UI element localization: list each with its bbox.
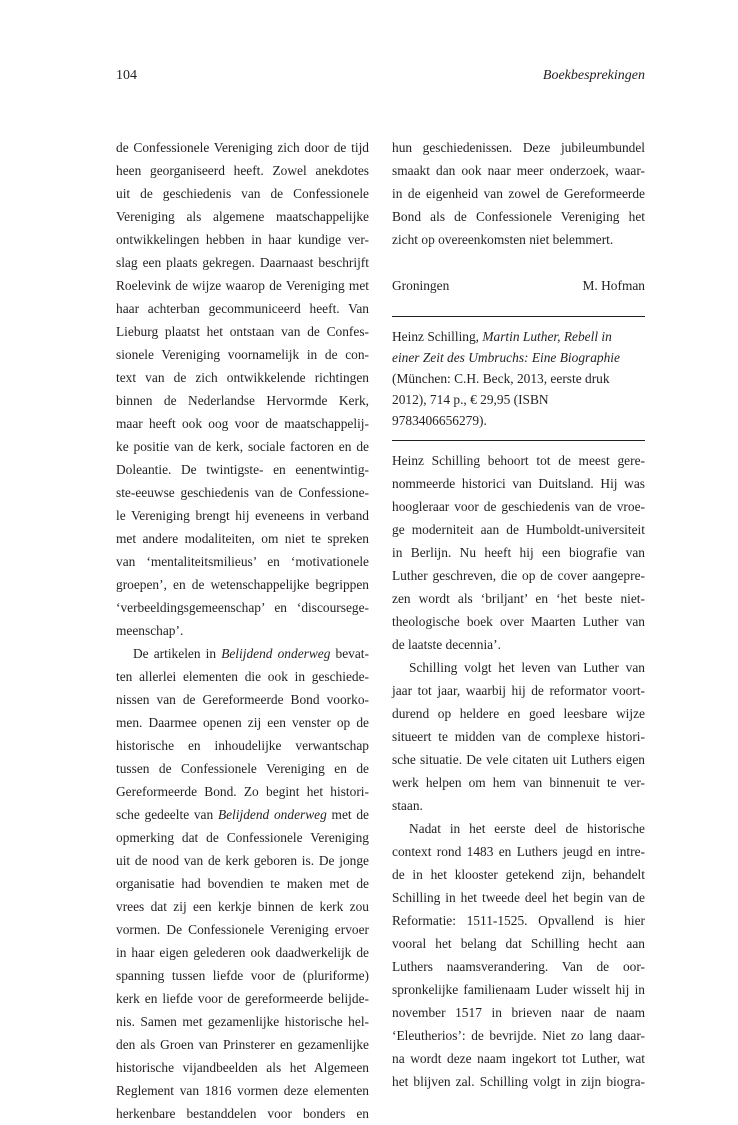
text-line: nis. Samen met gezamenlijke historische hel- [116, 1014, 369, 1029]
text-line: ste-eeuwse geschiedenis van de Confessione- [116, 485, 369, 500]
text-line: durend op heldere en goed leesbare wijze [392, 706, 645, 721]
signature-place: Groningen [392, 278, 450, 293]
review-body [392, 449, 645, 1093]
text-line: vooral het belang dat Schilling hecht aan [392, 936, 645, 951]
text-line: ontwikkelingen hebben in haar kundige ver- [116, 232, 369, 247]
book-reference [392, 326, 645, 431]
text-line: le Vereniging brengt hij eveneens in verband [116, 508, 369, 523]
text-line: met andere modaliteiten, om niet te spreken [116, 531, 369, 546]
review-signature [392, 274, 645, 297]
text-line: maar heeft ook oog voor de maatschappelij- [116, 416, 369, 431]
text-line: zen wordt als ‘briljant’ en ‘het beste niet- [392, 591, 645, 606]
text-line: na wordt deze naam ingekort tot Luther, wat [392, 1051, 645, 1066]
text-line: Lieburg plaatst het ontstaan van de Confes- [116, 324, 369, 339]
text-line: ke positie van de kerk, sociale factoren en de [116, 439, 369, 454]
text-line: opmerking dat de Confessionele Vereniging [116, 830, 369, 845]
text-line: het blijven zal. Schilling volgt in zijn biogra- [392, 1074, 645, 1089]
text-line: vormen. De Confessionele Vereniging ervoer [116, 922, 369, 937]
text-line: Reformatie: 1511-1525. Opvallend is hier [392, 913, 645, 928]
text-line: hun geschiedenissen. Deze jubileumbundel [392, 140, 645, 155]
text-line: Nadat in het eerste deel de historische [409, 821, 645, 836]
text-line: Doleantie. De twintigste- en eenentwintig- [116, 462, 369, 477]
text-line: ge moderniteit aan de Humboldt-universiteit [392, 522, 645, 537]
text-line: Gereformeerde Bond. Zo begint het histori- [116, 784, 369, 799]
text-line: zicht op overeenkomsten niet belemmert. [392, 232, 614, 247]
text-line: De artikelen in Belijdend onderweg bevat- [133, 646, 369, 661]
text-line: meenschap’. [116, 623, 184, 638]
text-line: Reglement van 1816 vormen deze elementen [116, 1083, 369, 1098]
text-line: van ‘mentaliteitsmilieus’ en ‘motivationele [116, 554, 369, 569]
text-line: historische en inhoudelijke verwantschap [116, 738, 369, 753]
text-line: de laatste decennia’. [392, 637, 501, 652]
text-line: organisatie had bovendien te maken met de [116, 876, 369, 891]
text-line: kerk en liefde voor de gereformeerde belijde- [116, 991, 369, 1006]
text-line: november 1517 in brieven naar de naam [392, 1005, 645, 1020]
text-line: Heinz Schilling behoort tot de meest gere- [392, 453, 645, 468]
text-line: Vereniging als algemene maatschappelijke [116, 209, 369, 224]
text-line: in de eigenheid van zowel de Gereformeerde [392, 186, 645, 201]
text-line: sche gedeelte van Belijdend onderweg met de [116, 807, 369, 822]
text-line: Luther geschreven, die op de cover aangepre- [392, 568, 645, 583]
text-line: tussen de Confessionele Vereniging en de [116, 761, 369, 776]
text-line: heen georganiseerd heeft. Zowel anekdotes [116, 163, 369, 178]
text-line: vrees dat zij een kerkje binnen de kerk zou [116, 899, 369, 914]
text-line: in haar eigen gelederen ook daadwerkelijk de [116, 945, 369, 960]
text-line: Luthers naamsverandering. Van de oor- [392, 959, 645, 974]
signature-author: M. Hofman [582, 278, 645, 293]
text-line: situeert te midden van de complexe histori- [392, 729, 645, 744]
text-line: werk helpen om hem van binnenuit te ver- [392, 775, 645, 790]
text-line: nissen van de Gereformeerde Bond voorko- [116, 692, 369, 707]
reference-line: 9783406656279). [392, 413, 487, 428]
text-line: ‘verbeeldingsgemeenschap’ en ‘discoursege- [116, 600, 369, 615]
text-line: herkenbare bestanddelen voor bonders en [116, 1106, 369, 1121]
reference-line: 2012), 714 p., € 29,95 (ISBN [392, 392, 549, 407]
review-ending [392, 136, 645, 251]
text-line: haar achterban gecommuniceerd heeft. Van [116, 301, 369, 316]
text-line: spanning tussen liefde voor de (pluriforme) [116, 968, 369, 983]
text-line: den als Groen van Prinsterer en gezamenlijke [116, 1037, 369, 1052]
text-line: ‘Eleutherios’: de bevrijde. Niet zo lang daar- [392, 1028, 645, 1043]
text-line: text van de zich ontwikkelende richtingen [116, 370, 369, 385]
text-line: jaar tot jaar, waarbij hij de reformator voort- [392, 683, 645, 698]
text-line: de in het klooster getekend zijn, behandelt [392, 867, 645, 882]
reference-line: (München: C.H. Beck, 2013, eerste druk [392, 371, 610, 386]
text-line: historische vijandbeelden als het Algemeen [116, 1060, 369, 1075]
text-line: uit de geschiedenis van de Confessionele [116, 186, 369, 201]
reference-line: Heinz Schilling, Martin Luther, Rebell in [392, 329, 612, 344]
text-line: theologische boek over Maarten Luther van [392, 614, 645, 629]
text-line: Roelevink de wijze waarop de Vereniging met [116, 278, 369, 293]
text-line: spronkelijke familienaam Luder wisselt hij in [392, 982, 645, 997]
text-line: sche situatie. De vele citaten uit Luthers eigen [392, 752, 645, 767]
text-line: men. Daarmee openen zij een venster op de [116, 715, 369, 730]
text-line: de Confessionele Vereniging zich door de tijd [116, 140, 369, 155]
text-line: in Berlijn. Nu heeft hij een biografie van [392, 545, 645, 560]
text-line: Schilling in het tweede deel het begin van de [392, 890, 645, 905]
right-column [392, 136, 645, 1093]
left-column [116, 136, 369, 1125]
text-line: context rond 1483 en Luthers jeugd en intre- [392, 844, 645, 859]
text-line: Schilling volgt het leven van Luther van [409, 660, 645, 675]
text-line: hoogleraar voor de geschiedenis van de vroe- [392, 499, 645, 514]
text-line: staan. [392, 798, 423, 813]
page-number: 104 [116, 68, 137, 83]
text-line: Bond als de Confessionele Vereniging het [392, 209, 645, 224]
text-line: ten allerlei elementen die ook in geschiede- [116, 669, 369, 684]
text-line: smaakt dan ook naar meer onderzoek, waar- [392, 163, 645, 178]
reference-line: einer Zeit des Umbruchs: Eine Biographie [392, 350, 620, 365]
text-line: groepen’, en de wetenschappelijke begrippen [116, 577, 369, 592]
text-line: binnen de Nederlandse Hervormde Kerk, [116, 393, 369, 408]
text-line: slag een plaats gekregen. Daarnaast beschrijft [116, 255, 369, 270]
text-line: nommeerde historici van Duitsland. Hij was [392, 476, 645, 491]
text-line: sionele Vereniging voornamelijk in de con- [116, 347, 369, 362]
text-line: uit de nood van de kerk geboren is. De jonge [116, 853, 369, 868]
running-title: Boekbesprekingen [542, 68, 645, 83]
